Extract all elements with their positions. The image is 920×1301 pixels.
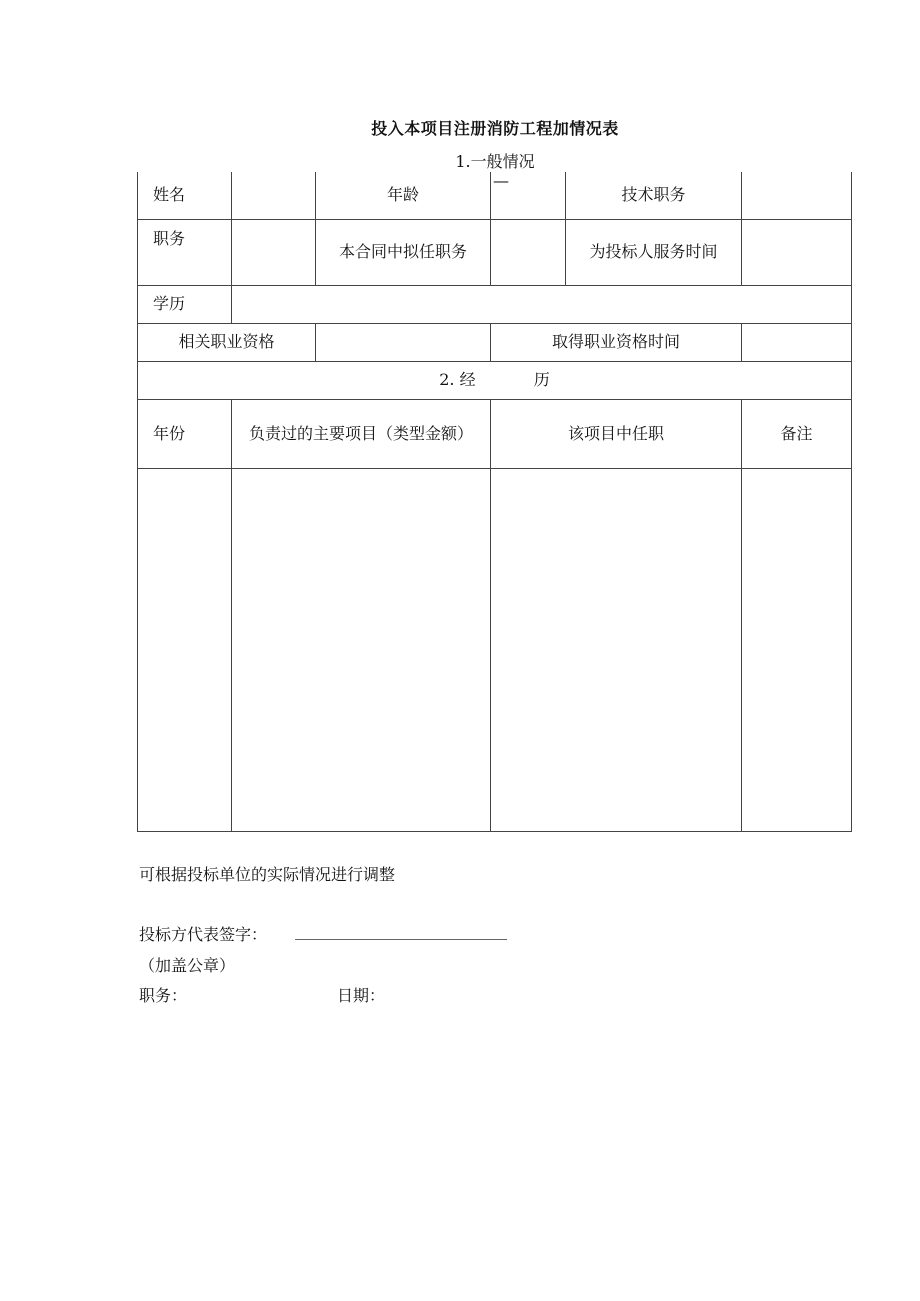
table-header-row (138, 399, 852, 468)
date-label: 日期： (337, 986, 386, 1005)
signature-label: 投标方代表签字： (139, 925, 268, 944)
section-experience-char-1: 经 (459, 370, 476, 389)
tech-title-value (742, 172, 852, 219)
col-year-header: 年份 (138, 399, 232, 468)
seal-label: （加盖公章） (139, 956, 236, 975)
planned-position-label: 本合同中拟任职务 (316, 219, 491, 285)
table-row (138, 285, 852, 323)
table-row (138, 323, 852, 361)
project-cell (232, 468, 491, 831)
education-label: 学历 (138, 285, 232, 323)
col-remark-header: 备注 (742, 399, 852, 468)
tech-title-label: 技术职务 (566, 172, 742, 219)
name-label: 姓名 (138, 172, 232, 219)
qualification-time-label: 取得职业资格时间 (491, 323, 742, 361)
section-experience-prefix: 2. (439, 370, 455, 389)
position-value (232, 219, 316, 285)
age-value: — (491, 172, 566, 219)
section-experience-char-2: 历 (533, 370, 550, 389)
role-cell (491, 468, 742, 831)
col-role-header: 该项目中任职 (491, 399, 742, 468)
qualification-value (316, 323, 491, 361)
remark-cell (742, 468, 852, 831)
age-label: 年龄 (316, 172, 491, 219)
service-time-label: 为投标人服务时间 (566, 219, 742, 285)
name-value (232, 172, 316, 219)
table-row (138, 219, 852, 285)
education-value (232, 285, 852, 323)
qualification-label: 相关职业资格 (138, 323, 316, 361)
form-title: 投入本项目注册消防工程加情况表 (371, 119, 619, 138)
table-row (138, 361, 852, 399)
footer-position-label: 职务： (139, 986, 188, 1005)
planned-position-value (491, 219, 566, 285)
section-experience-heading (138, 361, 852, 399)
col-project-header: 负责过的主要项目（类型金额） (232, 399, 491, 468)
signature-line (295, 939, 507, 940)
table-row (138, 172, 852, 219)
personnel-table (137, 172, 852, 832)
year-cell (138, 468, 232, 831)
qualification-time-value (742, 323, 852, 361)
adjustment-note: 可根据投标单位的实际情况进行调整 (139, 865, 396, 884)
table-row (138, 468, 852, 831)
service-time-value (742, 219, 852, 285)
position-label: 职务 (138, 219, 232, 285)
section-general-heading: 1.一般情况 (455, 152, 535, 171)
